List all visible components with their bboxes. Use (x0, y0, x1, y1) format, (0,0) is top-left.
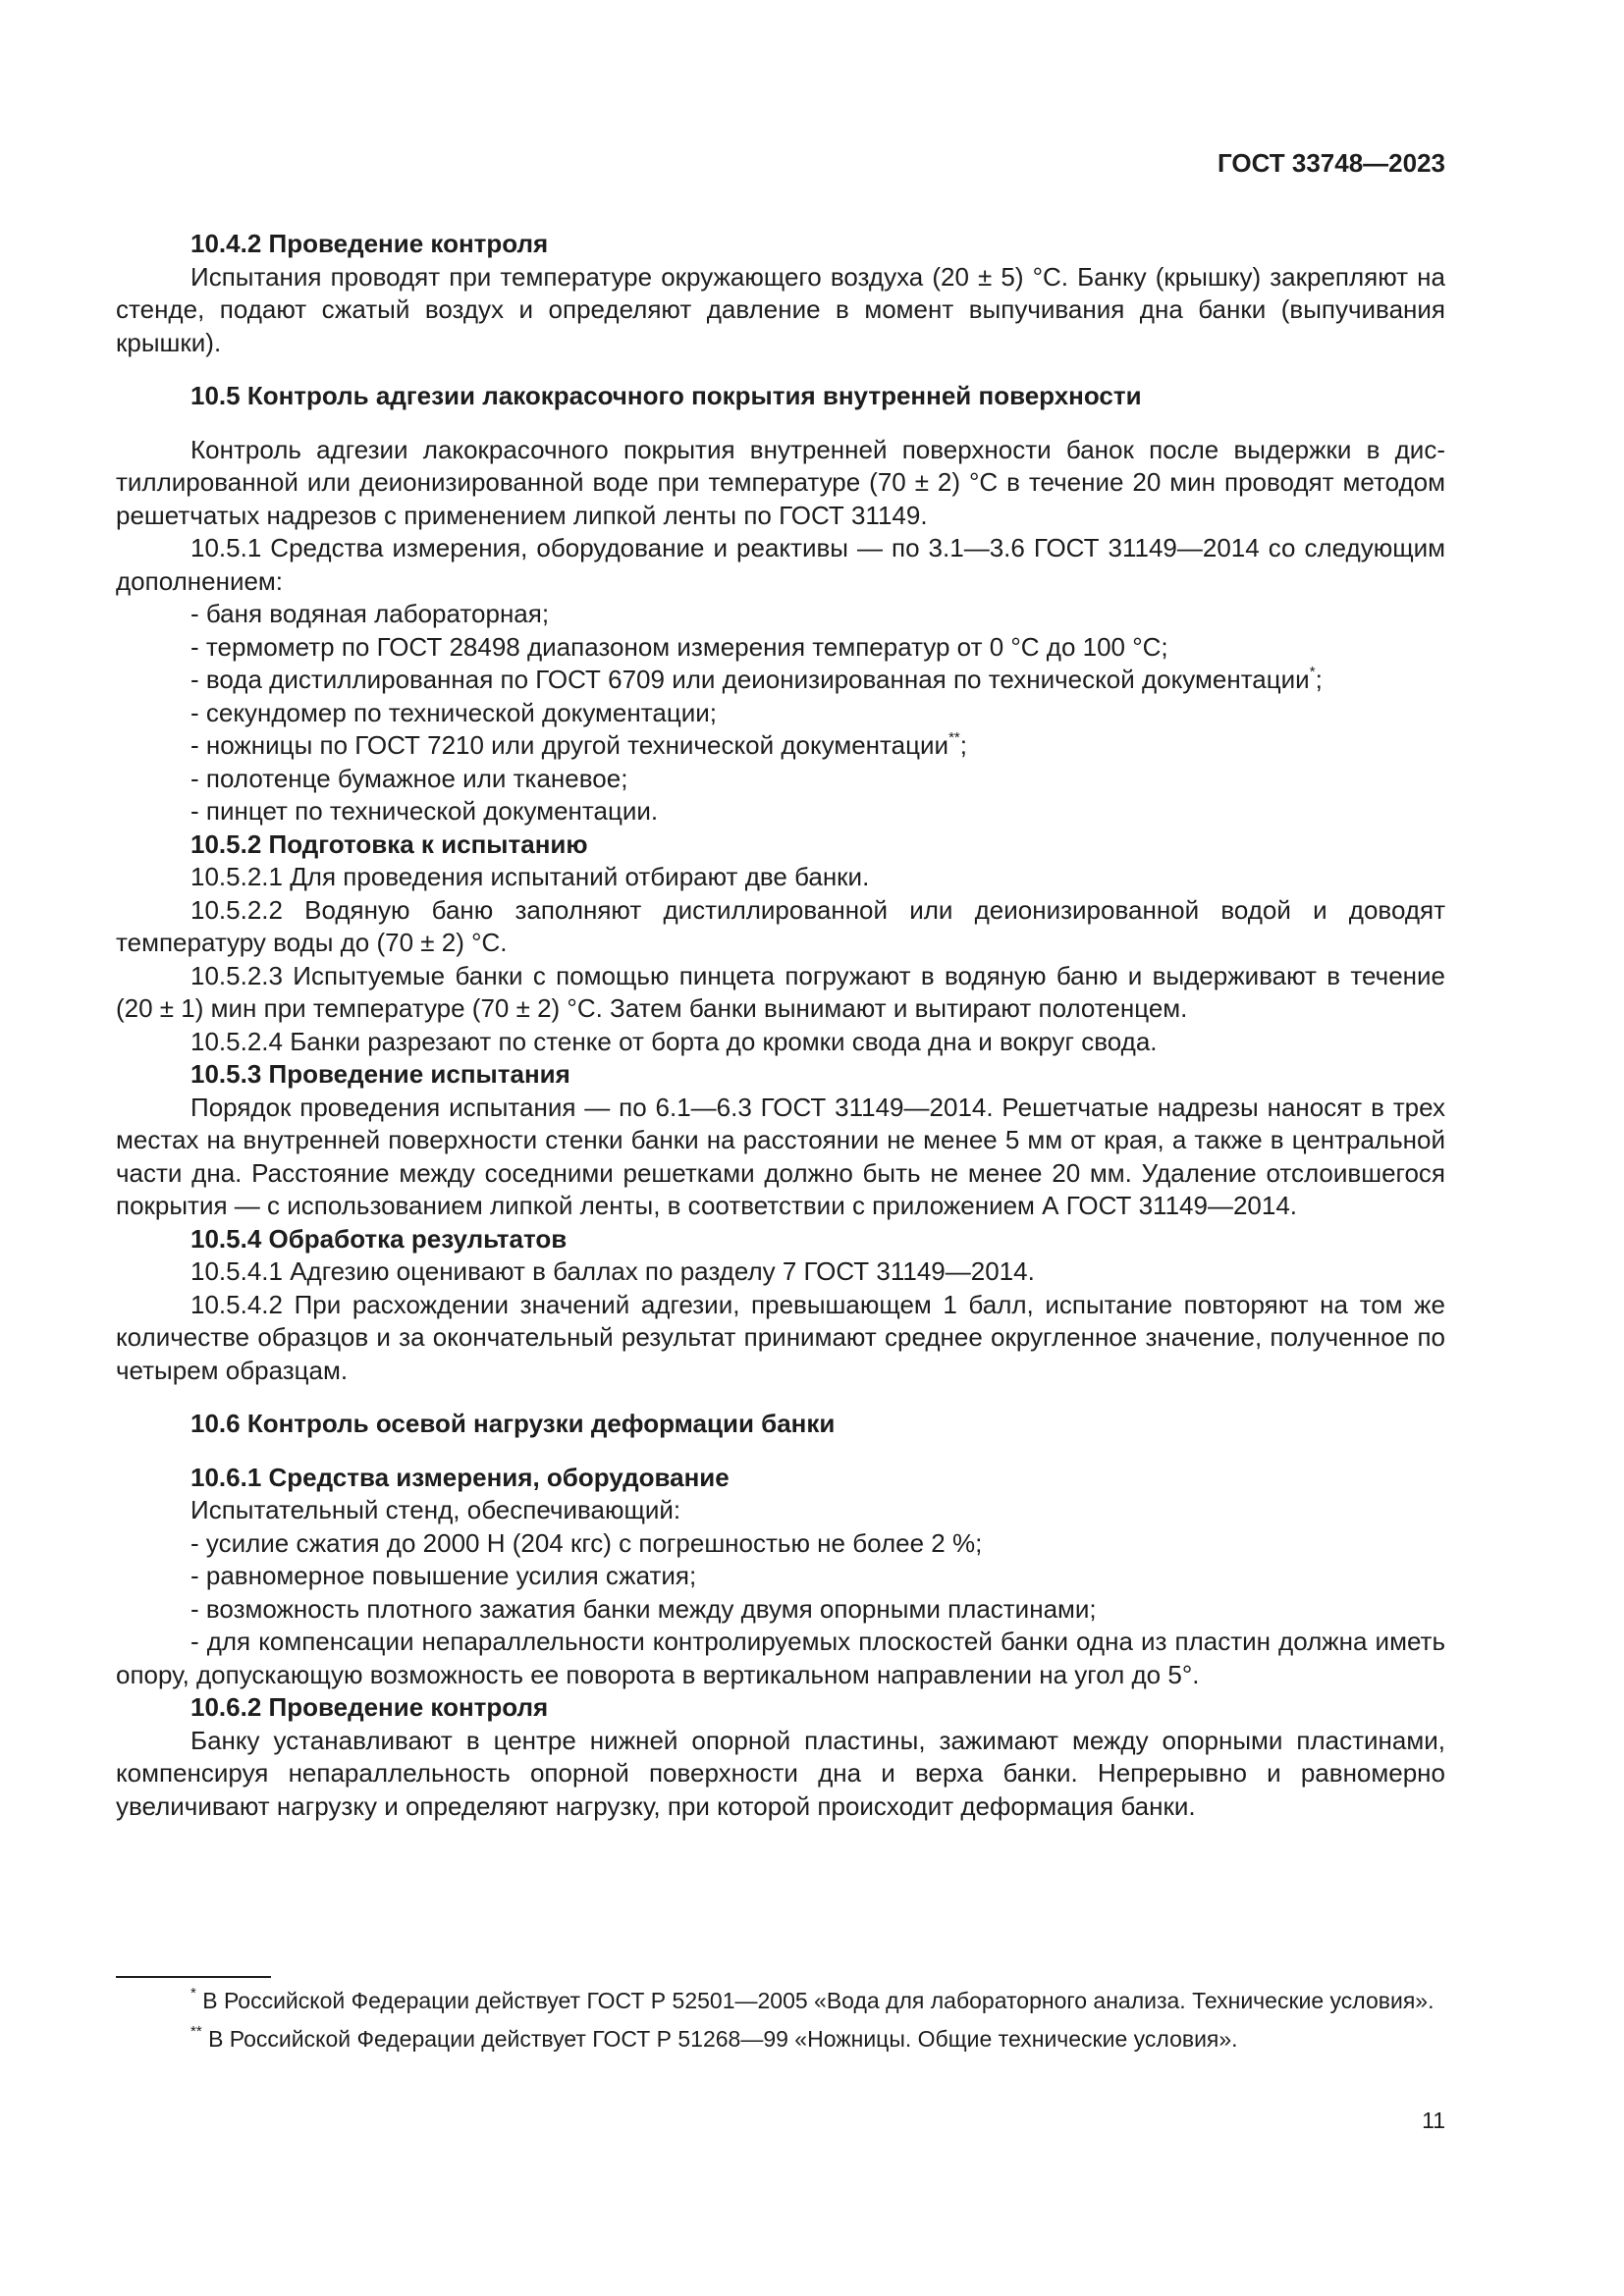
paragraph: 10.5.2.3 Испытуемые банки с помощью пинцета погружают в водяную баню и выдерживают в течение (20 ± 1) мин при температуре (70 ± 2) °С. Затем банки вынимают и вытирают полотенцем. (116, 960, 1445, 1023)
footnote-mark: ** (190, 2023, 202, 2041)
heading-10-5-4: 10.5.4 Обработка результатов (190, 1223, 568, 1254)
footnote (116, 2024, 1445, 2054)
list-item: - возможность плотного зажатия банки между двумя опорными пластинами; (190, 1593, 1097, 1624)
paragraph: Испытательный стенд, обеспечивающий: (190, 1495, 681, 1524)
paragraph: 10.5.4.2 При расхождении значений адгезии, превышающем 1 балл, испытание повторяют на том же количестве образцов и за окончательный результат принимают среднее округленное значение, полученное по четырем образцам. (116, 1289, 1445, 1385)
paragraph: 10.5.2.1 Для проведения испытаний отбирают две банки. (190, 862, 870, 891)
heading-10-5-3: 10.5.3 Проведение испытания (190, 1059, 570, 1089)
list-item: - для компенсации непараллельности контролируемых плоскостей банки одна из пластин должна иметь опору, допускающую возможность ее поворота в вертикальном направлении на угол до 5°. (116, 1627, 1445, 1689)
footnote-mark: * (1309, 664, 1316, 681)
paragraph: Испытания проводят при температуре окружающего воздуха (20 ± 5) °С. Банку (крышку) закрепляют на стенде, подают сжатый воздух и определяют давление в момент выпучивания дна банки (выпучивания крышки). (116, 261, 1445, 357)
list-item-end: ; (1315, 665, 1323, 694)
footnote-text: В Российской Федерации действует ГОСТ Р 51268—99 «Ножницы. Общие технические условия». (208, 2026, 1238, 2052)
paragraph: 10.5.4.1 Адгезию оценивают в баллах по разделу 7 ГОСТ 31149—2014. (190, 1256, 1035, 1286)
heading-10-5-2: 10.5.2 Подготовка к испытанию (190, 828, 588, 859)
heading-10-6: 10.6 Контроль осевой нагрузки деформации банки (190, 1409, 836, 1438)
list-item: - термометр по ГОСТ 28498 диапазоном измерения температур от 0 °С до 100 °С; (190, 631, 1168, 662)
heading-10-6-1: 10.6.1 Средства измерения, оборудование (190, 1462, 730, 1492)
list-item: - пинцет по технической документации. (190, 796, 659, 826)
list-item-text: - вода дистиллированная по ГОСТ 6709 или деионизированная по технической документации (190, 665, 1310, 694)
list-item: - баня водяная лабораторная; (190, 599, 550, 628)
footnotes (116, 1986, 1445, 2054)
list-item (116, 664, 1445, 697)
paragraph: 10.5.2.2 Водяную баню заполняют дистиллированной или деионизированной водой и доводят температуру воды до (70 ± 2) °С. (116, 894, 1445, 957)
heading-10-6-2: 10.6.2 Проведение контроля (190, 1692, 549, 1722)
paragraph: Контроль адгезии лакокрасочного покрытия внутренней поверхности банок после выдержки в дистиллированной или деионизированной воде при температуре (70 ± 2) °С в течение 20 мин проводят методом решетчатых надрезов с применением липкой ленты по ГОСТ 31149. (116, 434, 1445, 530)
list-item: - полотенце бумажное или тканевое; (190, 763, 628, 793)
footnote-text: В Российской Федерации действует ГОСТ Р 52501—2005 «Вода для лабораторного анализа. Технические условия». (202, 1988, 1435, 2013)
list-item (116, 729, 1445, 763)
footnote-separator (116, 1976, 271, 1978)
paragraph: 10.5.2.4 Банки разрезают по стенке от борта до кромки свода дна и вокруг свода. (190, 1026, 1158, 1056)
list-item: - равномерное повышение усилия сжатия; (190, 1561, 697, 1590)
body-text (116, 228, 1445, 1823)
footnote-mark: ** (948, 729, 960, 747)
heading-10-4-2: 10.4.2 Проведение контроля (190, 229, 549, 258)
list-item-text: - ножницы по ГОСТ 7210 или другой технической документации (190, 730, 949, 760)
footnote (116, 1986, 1445, 2015)
paragraph: 10.5.1 Средства измерения, оборудование и реактивы — по 3.1—3.6 ГОСТ 31149—2014 со следующим дополнением: (116, 533, 1445, 596)
paragraph: Порядок проведения испытания — по 6.1—6.3 ГОСТ 31149—2014. Решетчатые надрезы наносят в трех местах на внутренней поверхности стенки банки на расстоянии не менее 5 мм от края, а также в центральной части дна. Расстояние между соседними решетками должно быть не менее 20 мм. Удаление отслоившегося покрытия — с использованием липкой ленты, в соответствии с приложением А ГОСТ 31149—2014. (116, 1092, 1445, 1220)
paragraph: Банку устанавливают в центре нижней опорной пластины, зажимают между опорными пластинами, компенсируя непараллельность опорной поверхности дна и верха банки. Непрерывно и равномерно увеличивают нагрузку и определяют нагрузку, при которой происходит деформация банки. (116, 1725, 1445, 1821)
list-item: - усилие сжатия до 2000 Н (204 кгс) с погрешностью не более 2 %; (190, 1527, 983, 1558)
footnote-mark: * (190, 1985, 196, 2002)
page-number: 11 (1422, 2108, 1445, 2133)
list-item-end: ; (959, 730, 967, 760)
list-item: - секундомер по технической документации; (190, 697, 717, 727)
heading-10-5: 10.5 Контроль адгезии лакокрасочного покрытия внутренней поверхности (190, 381, 1142, 410)
standard-code: ГОСТ 33748—2023 (1218, 148, 1445, 178)
